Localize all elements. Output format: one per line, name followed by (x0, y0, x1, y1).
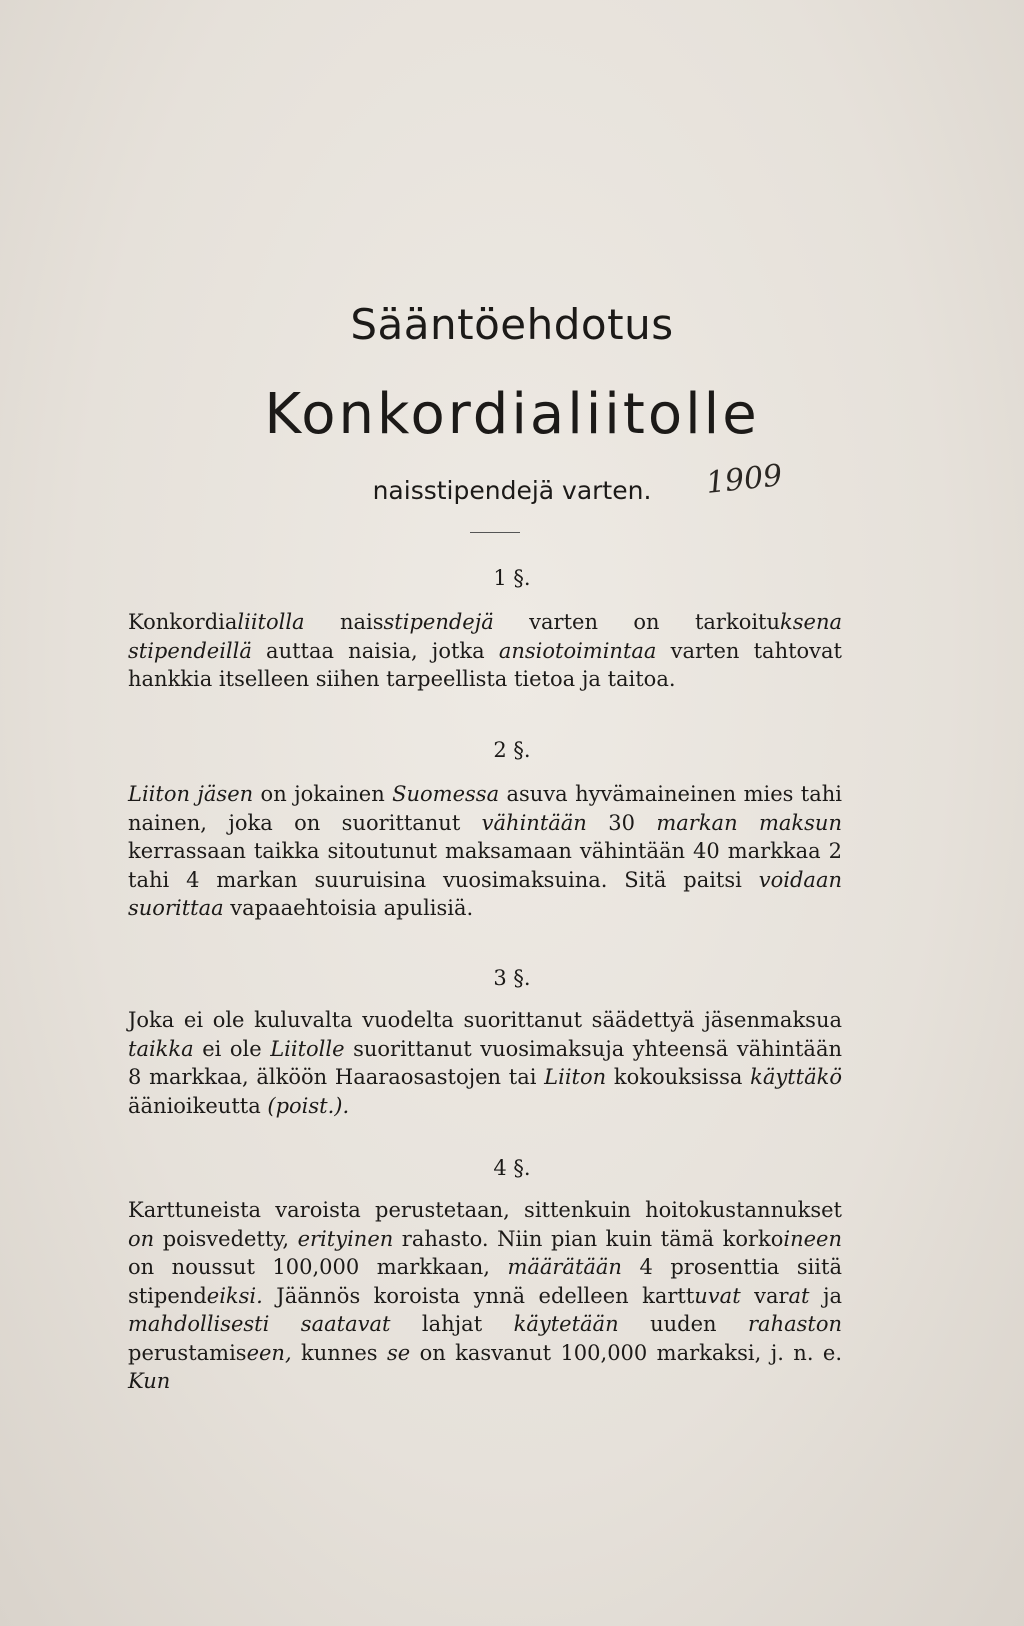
text-run: Joka ei ole kuluvalta vuodelta suorittanut säädettyä jäsenmaksua (128, 1008, 842, 1032)
italic-run: een, (246, 1340, 292, 1365)
text-run: äänioikeutta (128, 1093, 268, 1118)
section-1-text (128, 608, 842, 694)
italic-run: Suomessa (392, 782, 500, 806)
section-2-text (128, 780, 842, 923)
text-run: rahasto. Niin pian kuin tämä korko (393, 1226, 784, 1251)
italic-run: (poist.). (267, 1093, 350, 1118)
italic-run: on (128, 1226, 155, 1251)
italic-run: at (788, 1283, 810, 1308)
text-run: varten tahtovat hankkia itselleen siihen tarpeellista tietoa ja taitoa. (128, 638, 843, 691)
italic-run: stipendejä (383, 610, 494, 634)
section-1-number: 1 §. (493, 566, 531, 590)
italic-run: stipendeillä (128, 638, 252, 663)
text-run: on jokainen (253, 782, 393, 806)
italic-run: vähintään (481, 810, 587, 835)
italic-run: voidaan suorittaa (128, 867, 842, 920)
italic-run: Kun (128, 1369, 171, 1393)
text-run: 4 prosenttia siitä stipend (128, 1255, 842, 1308)
text-run: yhteensä vähintään 8 markkaa, älköön Haaraosastojen tai (128, 1036, 842, 1089)
section-3-text (128, 1006, 842, 1120)
italic-run: mahdollisesti saatavat (128, 1312, 391, 1336)
italic-run: eiksi. (206, 1283, 263, 1308)
text-run: uuden (618, 1312, 749, 1336)
italic-run: markan maksun (656, 810, 842, 835)
title-line-1: Sääntöehdotus (350, 300, 674, 349)
text-run: poisvedetty, (154, 1226, 298, 1251)
text-run: kerrassaan taikka sitoutunut maksamaan vähintään 40 markkaa 2 tahi 4 markan suuruisina vuosimaksuina. Sitä paitsi (128, 839, 842, 892)
title-line-2: Konkordialiitolle (264, 382, 760, 447)
italic-run: ansiotoimintaa (498, 638, 657, 663)
italic-run: liitolla (237, 610, 305, 634)
text-run: nais (304, 610, 384, 634)
text-run: asuva hyvämaineinen mies tahi nainen, joka on suorittanut (128, 782, 843, 835)
divider-rule (470, 532, 520, 533)
text-run: vapaaehtoisia apulisiä. (223, 896, 474, 920)
italic-run: Liiton jäsen (128, 782, 254, 806)
italic-run: taikka (128, 1036, 194, 1061)
text-run: auttaa naisia, jotka (251, 638, 499, 663)
text-run: on noussut 100,000 markkaan, (128, 1255, 508, 1279)
text-run: perustamis (128, 1340, 247, 1365)
text-run: ei ole (193, 1036, 271, 1061)
italic-run: uvat (694, 1283, 741, 1308)
italic-run: ineen (783, 1226, 842, 1251)
text-run: Karttuneista varoista perustetaan, sittenkuin hoitokustannukset (128, 1198, 842, 1222)
text-run: on kasvanut 100,000 markaksi, j. n. e. (410, 1340, 842, 1365)
italic-run: Liitolle (270, 1036, 345, 1061)
text-run: Konkordia (128, 610, 238, 634)
text-run: ja (809, 1283, 842, 1308)
italic-run: määrätään (507, 1255, 622, 1279)
subtitle: naisstipendejä varten. (372, 476, 652, 505)
text-run: kokouksissa (606, 1065, 751, 1089)
italic-run: erityinen (297, 1226, 394, 1251)
text-run: Jäännös koroista ynnä edelleen kartt (262, 1283, 695, 1308)
italic-run: se (386, 1340, 411, 1365)
italic-run: käyttäkö (750, 1065, 842, 1089)
italic-run: Liiton (544, 1065, 607, 1089)
text-run: var (740, 1283, 789, 1308)
handwritten-year: 1909 (704, 458, 784, 501)
section-4-text (128, 1196, 842, 1396)
italic-run: käytetään (513, 1312, 619, 1336)
section-4-number: 4 §. (493, 1156, 531, 1180)
text-run: kunnes (291, 1340, 387, 1365)
text-run: 30 (586, 810, 657, 835)
section-3-number: 3 §. (493, 966, 531, 990)
text-run: lahjat (390, 1312, 514, 1336)
italic-run: rahaston (748, 1312, 843, 1336)
italic-run: ksena (780, 610, 842, 634)
text-run: suorittanut vuosimaksuja (344, 1036, 625, 1061)
section-2-number: 2 §. (493, 738, 531, 762)
text-run: varten on tarkoitu (493, 610, 781, 634)
